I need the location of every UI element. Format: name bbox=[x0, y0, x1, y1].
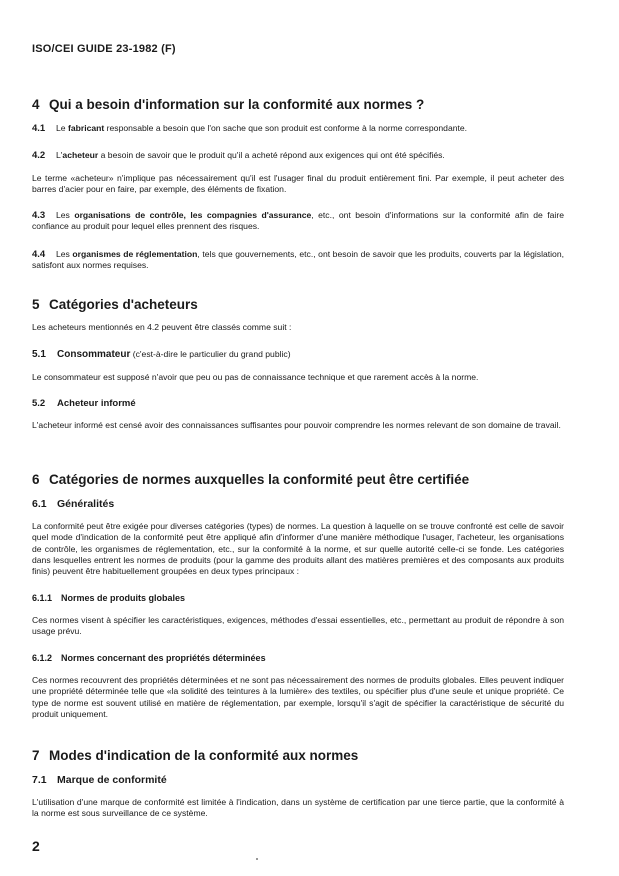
scan-speck bbox=[256, 858, 258, 860]
subsection-title: Généralités bbox=[57, 498, 115, 510]
subsection-title: Marque de conformité bbox=[57, 774, 167, 786]
text: (c'est-à-dire le particulier du grand public) bbox=[130, 349, 291, 359]
text: Les bbox=[56, 210, 75, 220]
clause-number: 6.1.2 bbox=[32, 653, 53, 663]
clause-number: 6.1 bbox=[32, 498, 47, 510]
bold-term: acheteur bbox=[62, 150, 99, 160]
paragraph-5-intro: Les acheteurs mentionnés en 4.2 peuvent être classés comme suit : bbox=[32, 322, 292, 332]
subsection-title: Normes concernant des propriétés déterminées bbox=[61, 653, 266, 663]
text: L' bbox=[56, 150, 63, 160]
section-7-heading bbox=[32, 748, 358, 763]
section-number: 6 bbox=[32, 472, 40, 487]
text: a besoin de savoir que le produit qu'il a acheté répond aux exigences qui ont été spécifiés. bbox=[98, 150, 445, 160]
text: , etc., ont besoin d'informations sur la conformité afin de faire confiance au produit pour lequel elles prennent des risques. bbox=[32, 210, 564, 232]
section-title: Qui a besoin d'information sur la conformité aux normes ? bbox=[49, 97, 425, 112]
paragraph-5-2: L'acheteur informé est censé avoir des connaissances suffisantes pour pouvoir comprendre les normes relevant de son domaine de travail. bbox=[32, 420, 561, 430]
text: responsable a besoin que l'on sache que son produit est conforme à la norme correspondante. bbox=[104, 123, 468, 133]
paragraph-4-2 bbox=[32, 150, 564, 161]
section-number: 5 bbox=[32, 297, 40, 312]
paragraph-6-1-1: Ces normes visent à spécifier les caractéristiques, exigences, méthodes d'essai essentielles, etc., permettant au produit de répondre à son usage prévu. bbox=[32, 615, 564, 637]
section-4-heading bbox=[32, 97, 424, 112]
paragraph-6-1-2: Ces normes recouvrent des propriétés déterminées et ne sont pas nécessairement des normes de produits globales. Elles peuvent indiquer une propriété déterminée telle que «la solidité des teintures à la lumière» des textiles, ou spécifier plus d'une seule et unique propriété. Ce type de norme est souvent utilisé en matière de réglementation, par exemple, lorsqu'il s'agit de spécifier la caractéristique de sécurité du produit uniquement. bbox=[32, 675, 564, 719]
subsection-title: Normes de produits globales bbox=[61, 593, 186, 603]
text: , tels que gouvernements, etc., ont besoin de savoir que les produits, couverts par la législation, satisfont aux normes requises. bbox=[32, 249, 564, 271]
clause-number: 4.4 bbox=[32, 249, 46, 260]
text: Le bbox=[56, 123, 68, 133]
section-number: 7 bbox=[32, 748, 40, 763]
subsection-7-1-heading bbox=[32, 774, 167, 786]
clause-number: 5.2 bbox=[32, 398, 46, 409]
section-title: Catégories d'acheteurs bbox=[49, 297, 198, 312]
section-number: 4 bbox=[32, 97, 40, 112]
bold-term: organismes de réglementation bbox=[72, 249, 198, 259]
clause-number: 4.3 bbox=[32, 210, 46, 221]
clause-number: 6.1.1 bbox=[32, 593, 53, 603]
paragraph-4-1 bbox=[32, 123, 564, 134]
subsection-6-1-heading bbox=[32, 498, 114, 510]
section-title: Catégories de normes auxquelles la conformité peut être certifiée bbox=[49, 472, 470, 487]
paragraph-5-1: Le consommateur est supposé n'avoir que peu ou pas de connaissance technique et que rarement accès à la norme. bbox=[32, 372, 479, 382]
clause-number: 7.1 bbox=[32, 774, 47, 786]
paragraph-7-1: L'utilisation d'une marque de conformité est limitée à l'indication, dans un système de certification par une tierce partie, que la conformité à la norme est sous surveillance de ce système. bbox=[32, 797, 564, 819]
paragraph-6-1: La conformité peut être exigée pour diverses catégories (types) de normes. La question à laquelle on se trouve confronté est celle de savoir quel mode d'indication de la conformité peut être appliqué afin d'informer d'une manière méthodique l'usager, l'acheteur, les organisations de contrôle, les organismes de réglementation, etc., sur la conformité à la norme, et sur quelle autorité celle-ci se fonde. Les catégories dans lesquelles entrent les normes de produits (pour la gamme des produits allant des matières premières et des composants aux produits finis) peuvent être habituellement groupées en deux types principaux : bbox=[32, 521, 564, 577]
subsection-title: Acheteur informé bbox=[57, 398, 136, 409]
paragraph-4-2-note: Le terme «acheteur» n'implique pas nécessairement qu'il est l'usager final du produit entièrement fini. Par exemple, il peut acheter des barres d'acier pour en faire, par exemple, des éléments de fixation. bbox=[32, 173, 564, 195]
paragraph-4-3 bbox=[32, 210, 564, 233]
text: Les bbox=[56, 249, 73, 259]
subsection-5-1-heading bbox=[32, 349, 291, 360]
section-6-heading bbox=[32, 472, 469, 487]
document-header: ISO/CEI GUIDE 23-1982 (F) bbox=[32, 43, 176, 55]
bold-term: Consommateur bbox=[57, 349, 131, 360]
subsection-5-2-heading bbox=[32, 398, 136, 409]
subsection-6-1-1-heading bbox=[32, 593, 185, 603]
clause-number: 4.1 bbox=[32, 123, 46, 134]
page-number: 2 bbox=[32, 838, 40, 854]
paragraph-4-4 bbox=[32, 249, 564, 272]
subsection-6-1-2-heading bbox=[32, 653, 266, 663]
clause-number: 4.2 bbox=[32, 150, 46, 161]
clause-number: 5.1 bbox=[32, 349, 46, 360]
section-title: Modes d'indication de la conformité aux normes bbox=[49, 748, 359, 763]
section-5-heading bbox=[32, 297, 198, 312]
bold-term: organisations de contrôle, les compagnies d'assurance bbox=[74, 210, 312, 220]
bold-term: fabricant bbox=[67, 123, 105, 133]
